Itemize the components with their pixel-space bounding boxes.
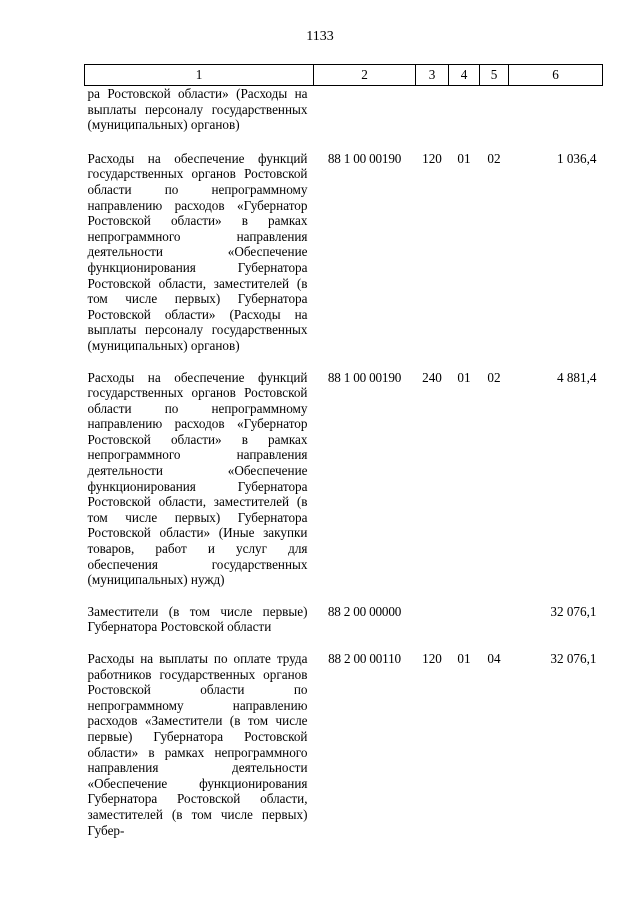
row-description: Расходы на выплаты по оплате труда работников государственных органов Ростовской области по непрограммному направлению расходов «Заместители (в том числе первые) Губернатора Ростовской области» в рамках непрограммного направления деятельности «Обеспечение функционирования Губернатора Ростовской области, заместителей (в том числе первых) Губер- [87,651,308,838]
row-subsection: 02 [487,150,501,166]
row-description: ра Ростовской области» (Расходы на выплаты персоналу государственных (муниципальных) органов) [87,86,308,133]
row-section [449,86,480,145]
row-description: Заместители (в том числе первые) Губернатора Ростовской области [87,603,308,635]
row-target-code: 88 1 00 00190 [327,150,402,166]
table-row [85,145,603,364]
row-description: Расходы на обеспечение функций государственных органов Ростовской области по непрограммному направлению расходов «Губернатор Ростовской области» в рамках непрограммного направления деятельности «Обеспечение функционирования Губернатора Ростовской области, заместителей (в том числе первых) Губернатора Ростовской области» (Иные закупки товаров, работ и услуг для обеспечения государственных (муниципальных) нужд) [87,369,308,588]
row-expense-type: 120 [422,651,442,666]
header-col-4: 4 [449,65,480,86]
row-section: 01 [457,651,471,666]
row-expense-type: 120 [422,150,442,166]
budget-table [84,64,603,848]
row-subsection: 02 [487,369,501,385]
row-amount: 32 076,1 [550,603,597,619]
row-description: Расходы на обеспечение функций государственных органов Ростовской области по непрограммному направлению расходов «Губернатор Ростовской области» в рамках непрограммного направления деятельности «Обеспечение функционирования Губернатора Ростовской области, заместителей (в том числе первых) Губернатора Ростовской области» (Расходы на выплаты персоналу государственных (муниципальных) органов) [87,150,308,353]
row-target-code: 88 2 00 00110 [328,651,401,666]
row-target-code: 88 1 00 00190 [327,369,402,385]
header-col-1: 1 [85,65,314,86]
row-amount: 1 036,4 [556,150,597,166]
table-row [85,598,603,645]
table-row [85,645,603,848]
row-expense-type: 240 [422,369,442,385]
row-section: 01 [457,369,471,385]
row-amount: 32 076,1 [550,651,597,666]
header-col-6: 6 [509,65,603,86]
row-target-code: 88 2 00 00000 [327,603,402,619]
header-row [85,65,603,86]
page-number: 1133 [306,29,334,44]
row-target-code [314,86,416,145]
table-row [85,86,603,145]
table-body [85,86,603,849]
row-section: 01 [457,150,471,166]
row-amount: 4 881,4 [556,369,597,385]
table-header [85,65,603,86]
row-expense-type [416,86,449,145]
row-section [449,598,480,645]
row-expense-type [416,598,449,645]
header-col-2: 2 [314,65,416,86]
header-col-5: 5 [480,65,509,86]
header-col-3: 3 [416,65,449,86]
row-subsection [480,598,509,645]
row-amount [509,86,603,145]
row-subsection [480,86,509,145]
row-subsection: 04 [487,651,501,666]
table-row [85,364,603,598]
